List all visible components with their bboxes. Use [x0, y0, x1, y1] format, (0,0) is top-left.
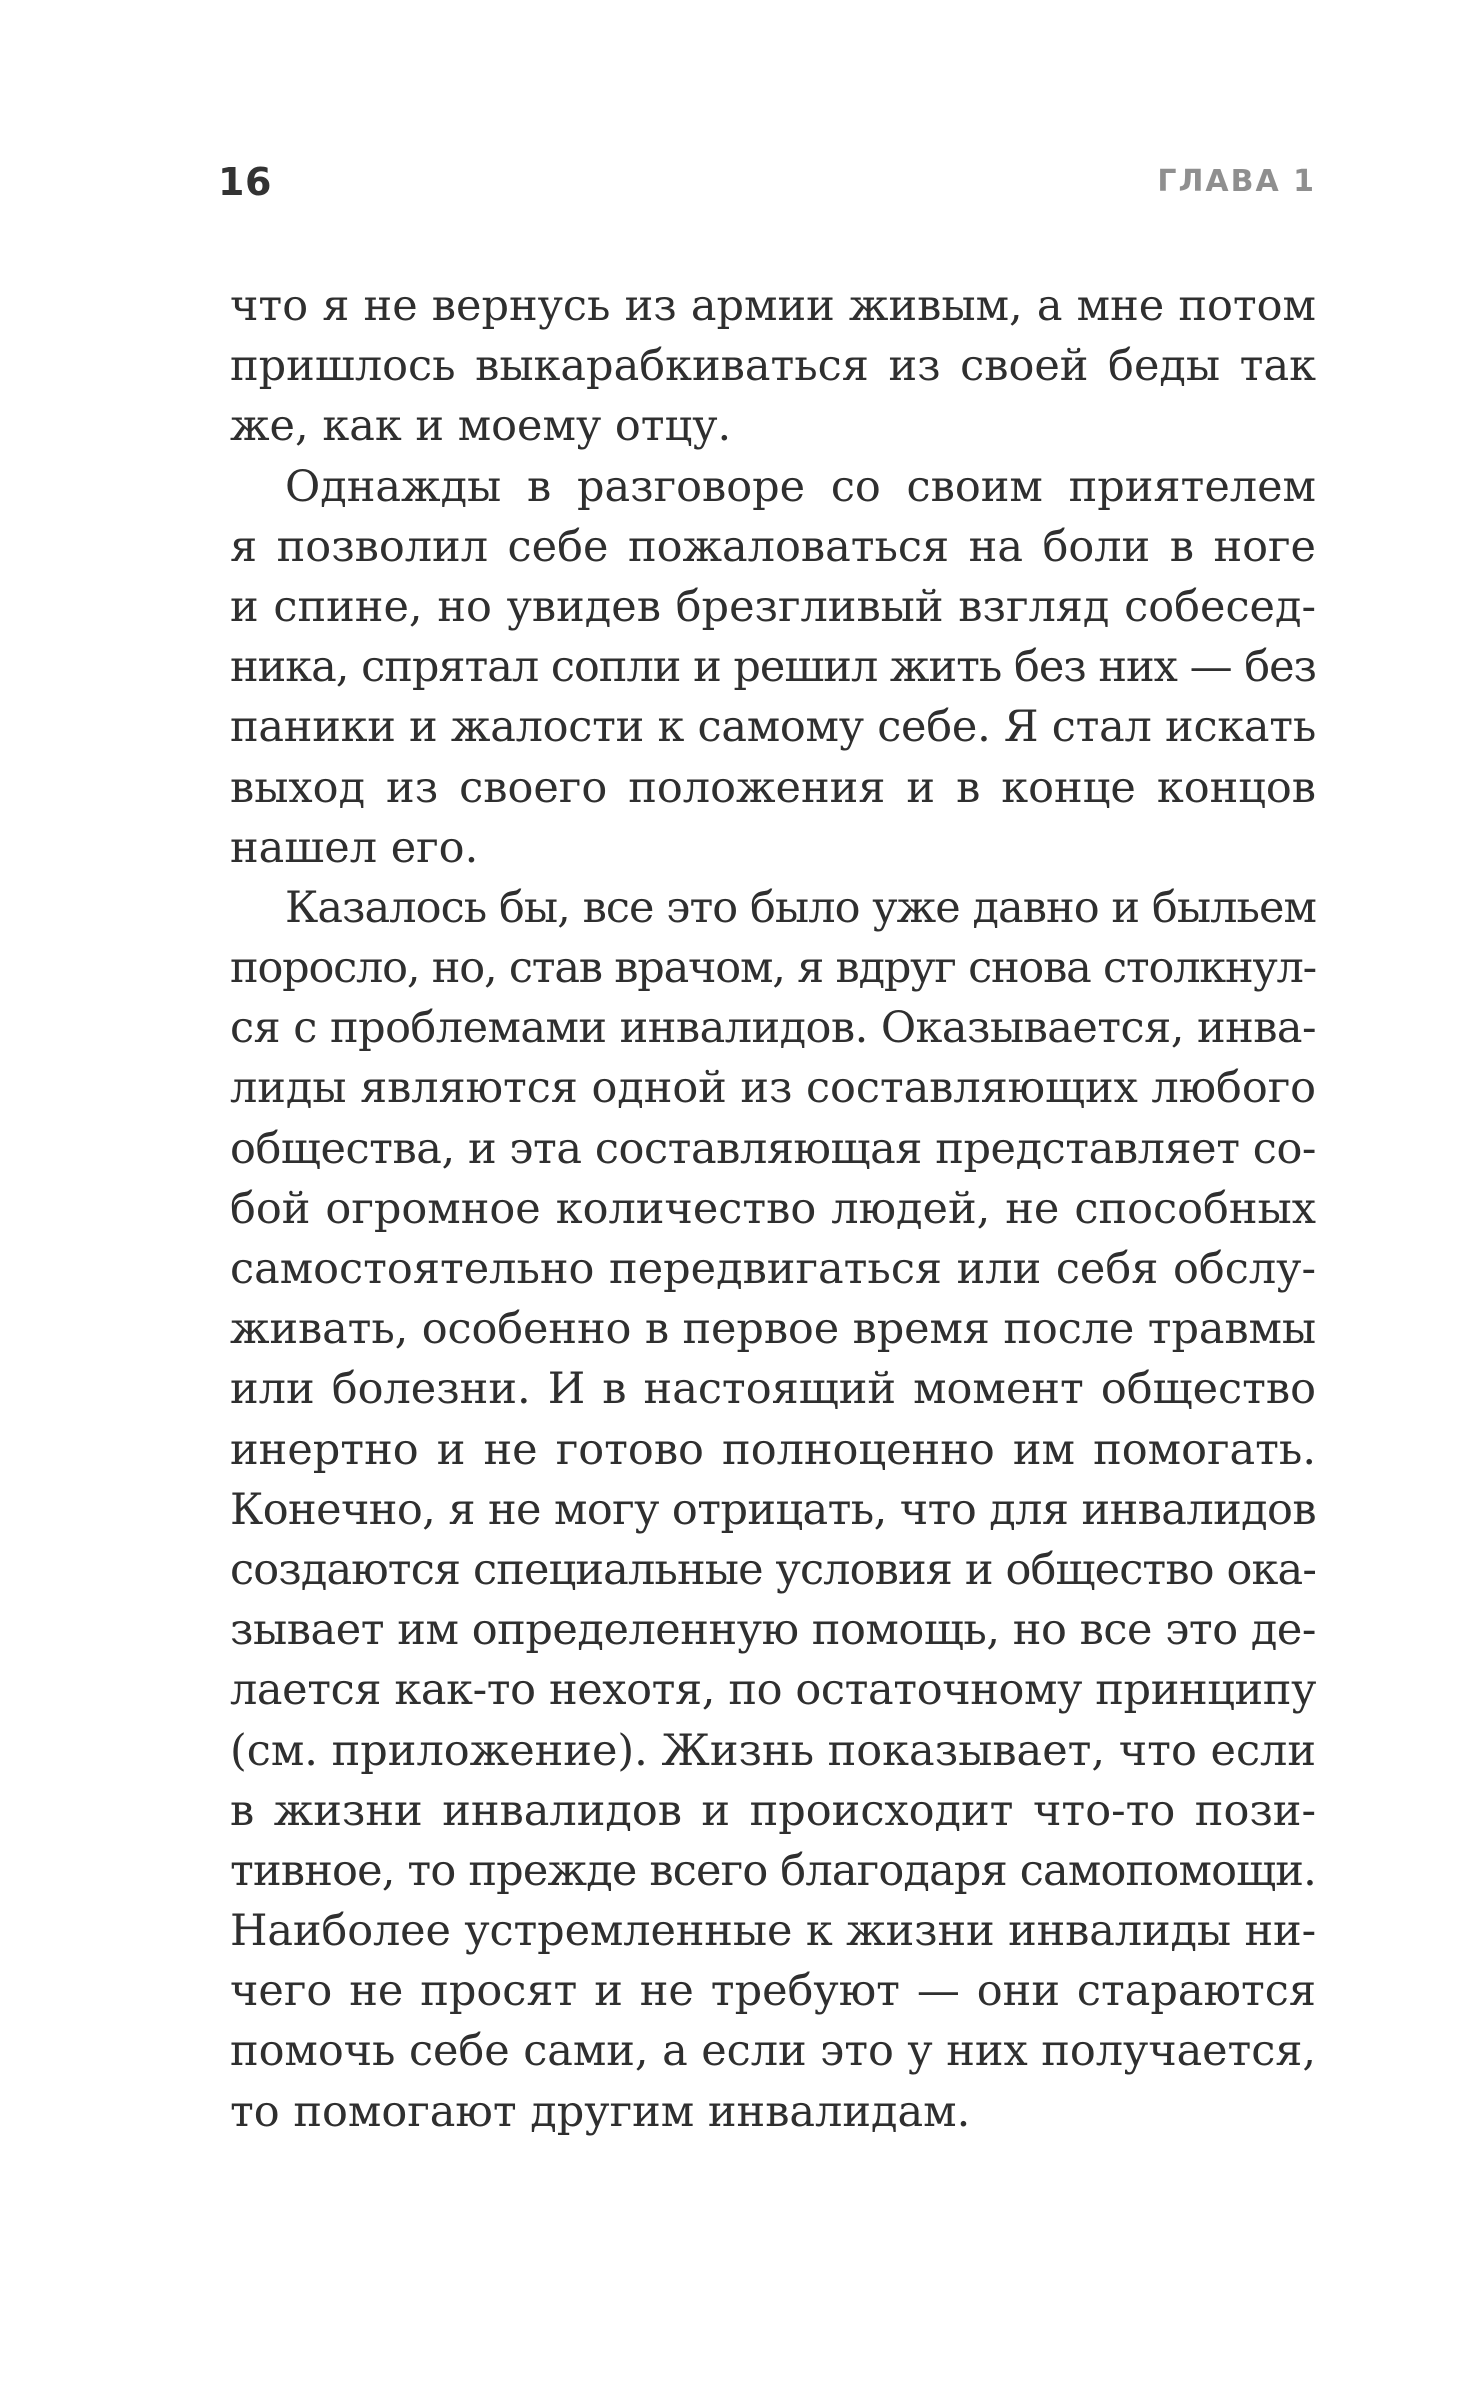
page-number: 16 — [218, 160, 272, 204]
text-line: (см. приложение). Жизнь показывает, что если — [230, 1725, 1316, 1776]
text-line: живать, особенно в первое время после травмы — [230, 1304, 1316, 1355]
text-line: Наиболее устремленные к жизни инвалиды ни- — [230, 1906, 1316, 1957]
text-line: Казалось бы, все это было уже давно и быльем — [285, 882, 1316, 933]
text-line: паники и жалости к самому себе. Я стал искать — [230, 702, 1316, 753]
text-line: создаются специальные условия и общество ока- — [230, 1544, 1316, 1595]
body-text — [230, 276, 1316, 2142]
text-line: ся с проблемами инвалидов. Оказывается, инва- — [230, 1003, 1316, 1054]
text-line: помочь себе сами, а если это у них получается, — [230, 2026, 1316, 2077]
text-line: или болезни. И в настоящий момент общество — [230, 1364, 1316, 1415]
text-line: лается как-то нехотя, по остаточному принципу — [230, 1665, 1316, 1716]
chapter-label: ГЛАВА 1 — [1157, 164, 1316, 199]
text-line: общества, и эта составляющая представляет со- — [230, 1123, 1316, 1174]
text-line: и спине, но увидев брезгливый взгляд собесед- — [230, 581, 1316, 632]
text-line: выход из своего положения и в конце концов — [230, 762, 1316, 813]
text-line: чего не просят и не требуют — они стараются — [230, 1966, 1316, 2017]
text-line: Конечно, я не могу отрицать, что для инвалидов — [230, 1484, 1316, 1535]
text-line: самостоятельно передвигаться или себя обслу- — [230, 1244, 1316, 1294]
text-line: в жизни инвалидов и происходит что-то пози- — [230, 1785, 1316, 1836]
text-line: же, как и моему отцу. — [230, 401, 732, 452]
text-line: лиды являются одной из составляющих любого — [230, 1063, 1316, 1114]
text-line: тивное, то прежде всего благодаря самопомощи. — [230, 1845, 1316, 1896]
text-line: инертно и не готово полноценно им помогать. — [230, 1424, 1316, 1475]
text-line: то помогают другим инвалидам. — [230, 2086, 971, 2137]
text-line: бой огромное количество людей, не способных — [230, 1183, 1316, 1234]
text-line: пришлось выкарабкиваться из своей беды так — [230, 341, 1316, 392]
text-line: зывает им определенную помощь, но все это де- — [230, 1605, 1316, 1656]
text-line: ника, спрятал сопли и решил жить без них — без — [230, 642, 1316, 693]
text-line: поросло, но, став врачом, я вдруг снова столкнул- — [230, 943, 1316, 994]
text-line: нашел его. — [230, 822, 479, 873]
text-line: что я не вернусь из армии живым, а мне потом — [230, 281, 1316, 331]
text-line: Однажды в разговоре со своим приятелем — [285, 461, 1316, 512]
running-head — [218, 160, 1316, 220]
text-line: я позволил себе пожаловаться на боли в ноге — [230, 521, 1316, 572]
